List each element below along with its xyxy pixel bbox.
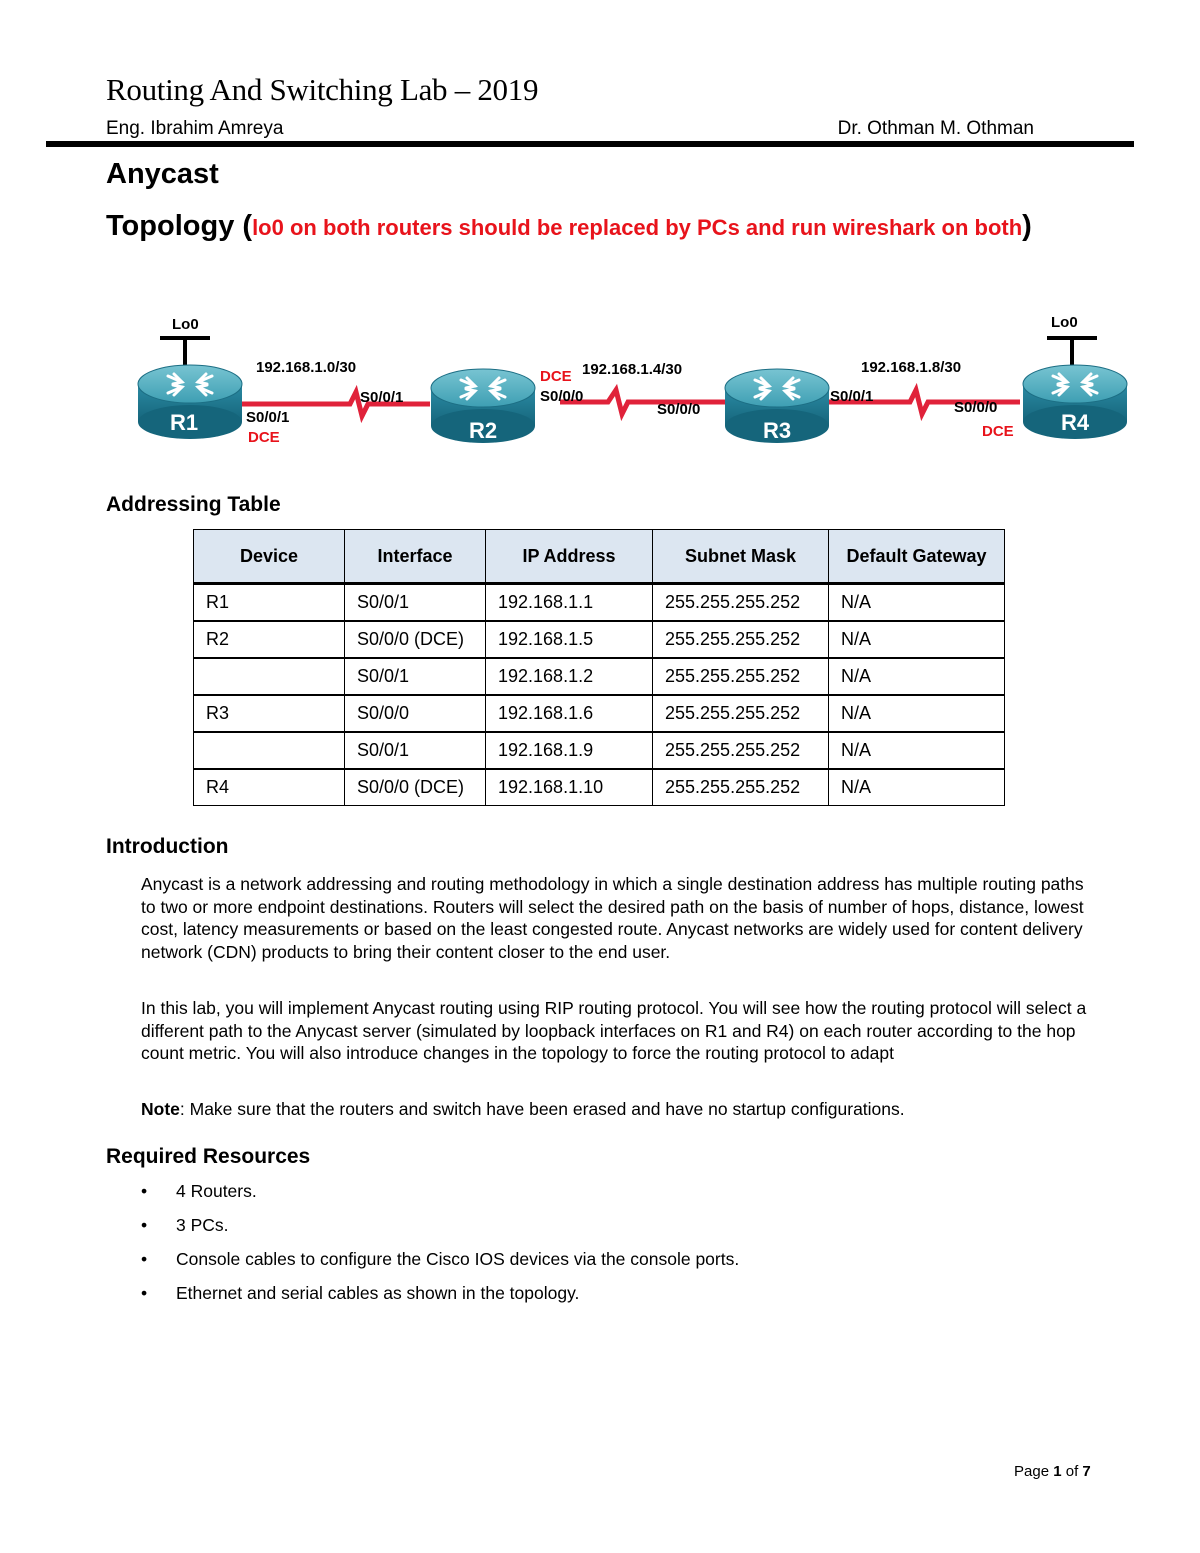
table-cell: R2 [194,621,345,658]
table-row [194,732,1005,769]
router-label-r4: R4 [1061,410,1090,435]
addressing-table [193,529,1005,806]
table-cell: 192.168.1.5 [486,621,653,658]
table-cell: 192.168.1.9 [486,732,653,769]
network-label-3: 192.168.1.8/30 [861,359,962,376]
table-row [194,769,1005,806]
table-cell: R4 [194,769,345,806]
table-cell: N/A [829,732,1005,769]
table-cell: S0/0/1 [345,658,486,695]
author-right: Dr. Othman M. Othman [837,118,1034,139]
table-cell: S0/0/0 (DCE) [345,621,486,658]
port-label-r3-s000: S0/0/0 [657,401,701,418]
header-rule [46,141,1134,147]
page-heading: Anycast [106,158,219,190]
router-label-r3: R3 [763,418,792,443]
introduction-paragraph-1: Anycast is a network addressing and routing methodology in which a single destination address has multiple routing paths to two or more endpoint destinations. Routers will select the desired path on the basis of number of hops, distance, lowest cost, latency measurements or based on the least congested route. Anycast networks are widely used for content delivery network (CDN) products to bring their content closer to the end user. [141,874,1084,962]
table-header-row [194,530,1005,584]
column-header: IP Address [486,530,653,584]
port-label-r3-s001: S0/0/1 [830,388,874,405]
table-cell: 255.255.255.252 [653,658,829,695]
table-cell: 255.255.255.252 [653,584,829,622]
topology-diagram [130,308,1160,458]
table-cell: N/A [829,658,1005,695]
router-label-r2: R2 [469,418,498,443]
list-item: • 4 Routers. [141,1181,739,1215]
paren-open: ( [242,210,253,242]
paren-close: ) [1022,210,1032,242]
table-cell: 255.255.255.252 [653,621,829,658]
resources-list [141,1181,739,1317]
resources-title: Required Resources [106,1145,311,1168]
topology-label: Topology [106,210,235,242]
table-cell: S0/0/1 [345,584,486,622]
port-label-r2-s000: S0/0/0 [540,388,584,405]
introduction-paragraph-2: In this lab, you will implement Anycast routing using RIP routing protocol. You will see how the routing protocol will select a different path to the Anycast server (simulated by loopback interfaces on R1 and R4) on each router according to the hop count metric. You will also introduce changes in the topology to force the routing protocol to adapt [141,998,1087,1063]
column-header: Subnet Mask [653,530,829,584]
table-cell: 255.255.255.252 [653,732,829,769]
table-cell: R3 [194,695,345,732]
port-label-r1-s001: S0/0/1 [246,409,290,426]
dce-label-r2: DCE [540,368,572,385]
dce-label-r1: DCE [248,429,280,446]
table-cell: 192.168.1.1 [486,584,653,622]
note-label: Note [141,1099,180,1119]
table-cell: 255.255.255.252 [653,769,829,806]
port-label-r4-s000: S0/0/0 [954,399,998,416]
introduction-note [141,1098,1101,1121]
note-text: : Make sure that the routers and switch have been erased and have no startup configurations. [179,1099,905,1119]
page-total: 7 [1082,1463,1091,1480]
table-row [194,584,1005,622]
page-footer [1014,1463,1091,1480]
document-title: Routing And Switching Lab – 2019 [106,72,539,107]
addressing-table-title: Addressing Table [106,493,281,516]
table-cell: 255.255.255.252 [653,695,829,732]
router-r4[interactable] [1023,365,1127,439]
router-r1[interactable] [138,365,242,439]
author-left: Eng. Ibrahim Amreya [106,118,284,139]
router-r3[interactable] [725,369,829,443]
table-cell: N/A [829,769,1005,806]
table-cell: S0/0/0 [345,695,486,732]
column-header: Interface [345,530,486,584]
list-item: • Console cables to configure the Cisco IOS devices via the console ports. [141,1249,739,1283]
network-label-1: 192.168.1.0/30 [256,359,357,376]
table-row [194,695,1005,732]
table-cell: N/A [829,621,1005,658]
table-cell: R1 [194,584,345,622]
table-row [194,658,1005,695]
loopback-label-r1: Lo0 [172,316,199,333]
list-item: • 3 PCs. [141,1215,739,1249]
link-r2-r3 [560,390,730,414]
table-cell: 192.168.1.6 [486,695,653,732]
table-cell [194,658,345,695]
serial-links [230,390,1020,416]
table-cell: S0/0/0 (DCE) [345,769,486,806]
introduction-title: Introduction [106,835,229,858]
table-cell: S0/0/1 [345,732,486,769]
router-label-r1: R1 [170,410,199,435]
port-label-r2-s001: S0/0/1 [360,389,404,406]
column-header: Device [194,530,345,584]
list-item: • Ethernet and serial cables as shown in the topology. [141,1283,739,1317]
table-cell: 192.168.1.2 [486,658,653,695]
table-cell: N/A [829,584,1005,622]
page-number: 1 [1053,1463,1062,1480]
column-header: Default Gateway [829,530,1005,584]
loopback-label-r4: Lo0 [1051,314,1078,331]
topology-heading [106,206,1066,248]
of-word: of [1065,1463,1079,1480]
table-row [194,621,1005,658]
table-cell: N/A [829,695,1005,732]
router-r2[interactable] [431,369,535,443]
dce-label-r4: DCE [982,423,1014,440]
page-word: Page [1014,1463,1050,1480]
network-label-2: 192.168.1.4/30 [582,361,683,378]
table-cell: 192.168.1.10 [486,769,653,806]
table-cell [194,732,345,769]
topology-note: lo0 on both routers should be replaced by PCs and run wireshark on both [252,215,1023,240]
